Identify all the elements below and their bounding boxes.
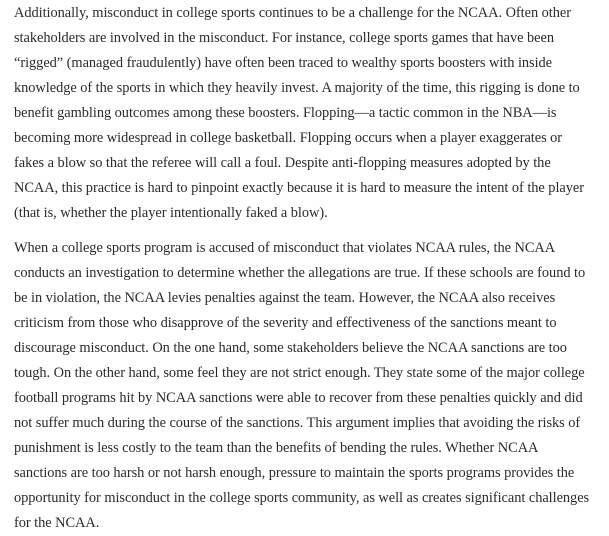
paragraph-sanctions: When a college sports program is accused of misconduct that violates NCAA rules, the NCAA conducts an investigation to determine whether the allegations are true. If these schools are found to be in violation, the NCAA levies penalties against the team. However, the NCAA also receives criticism from those who disapprove of the severity and effectiveness of the sanctions meant to discourage misconduct. On the one hand, some stakeholders believe the NCAA sanctions are too tough. On the other hand, some feel they are not strict enough. They state some of the major college football programs hit by NCAA sanctions were able to recover from these penalties quickly and did not suffer much during the course of the sanctions. This argument implies that avoiding the risks of punishment is less costly to the team than the benefits of bending the rules. Whether NCAA sanctions are too harsh or not harsh enough, pressure to maintain the sports programs provides the opportunity for misconduct in the college sports community, as well as creates significant challenges for the NCAA. [14,240,590,531]
paragraph-misconduct: Additionally, misconduct in college sports continues to be a challenge for the NCAA. Often other stakeholders are involved in the misconduct. For instance, college sports games that have been “rigged” (managed fraudulently) have often been traced to wealthy sports boosters with inside knowledge of the sports in which they heavily invest. A majority of the time, this rigging is done to benefit gambling outcomes among these boosters. Flopping—a tactic common in the NBA—is becoming more widespread in college basketball. Flopping occurs when a player exaggerates or fakes a blow so that the referee will call a foul. Despite anti-flopping measures adopted by the NCAA, this practice is hard to pinpoint exactly because it is hard to measure the intent of the player (that is, whether the player intentionally faked a blow). [14,5,584,221]
